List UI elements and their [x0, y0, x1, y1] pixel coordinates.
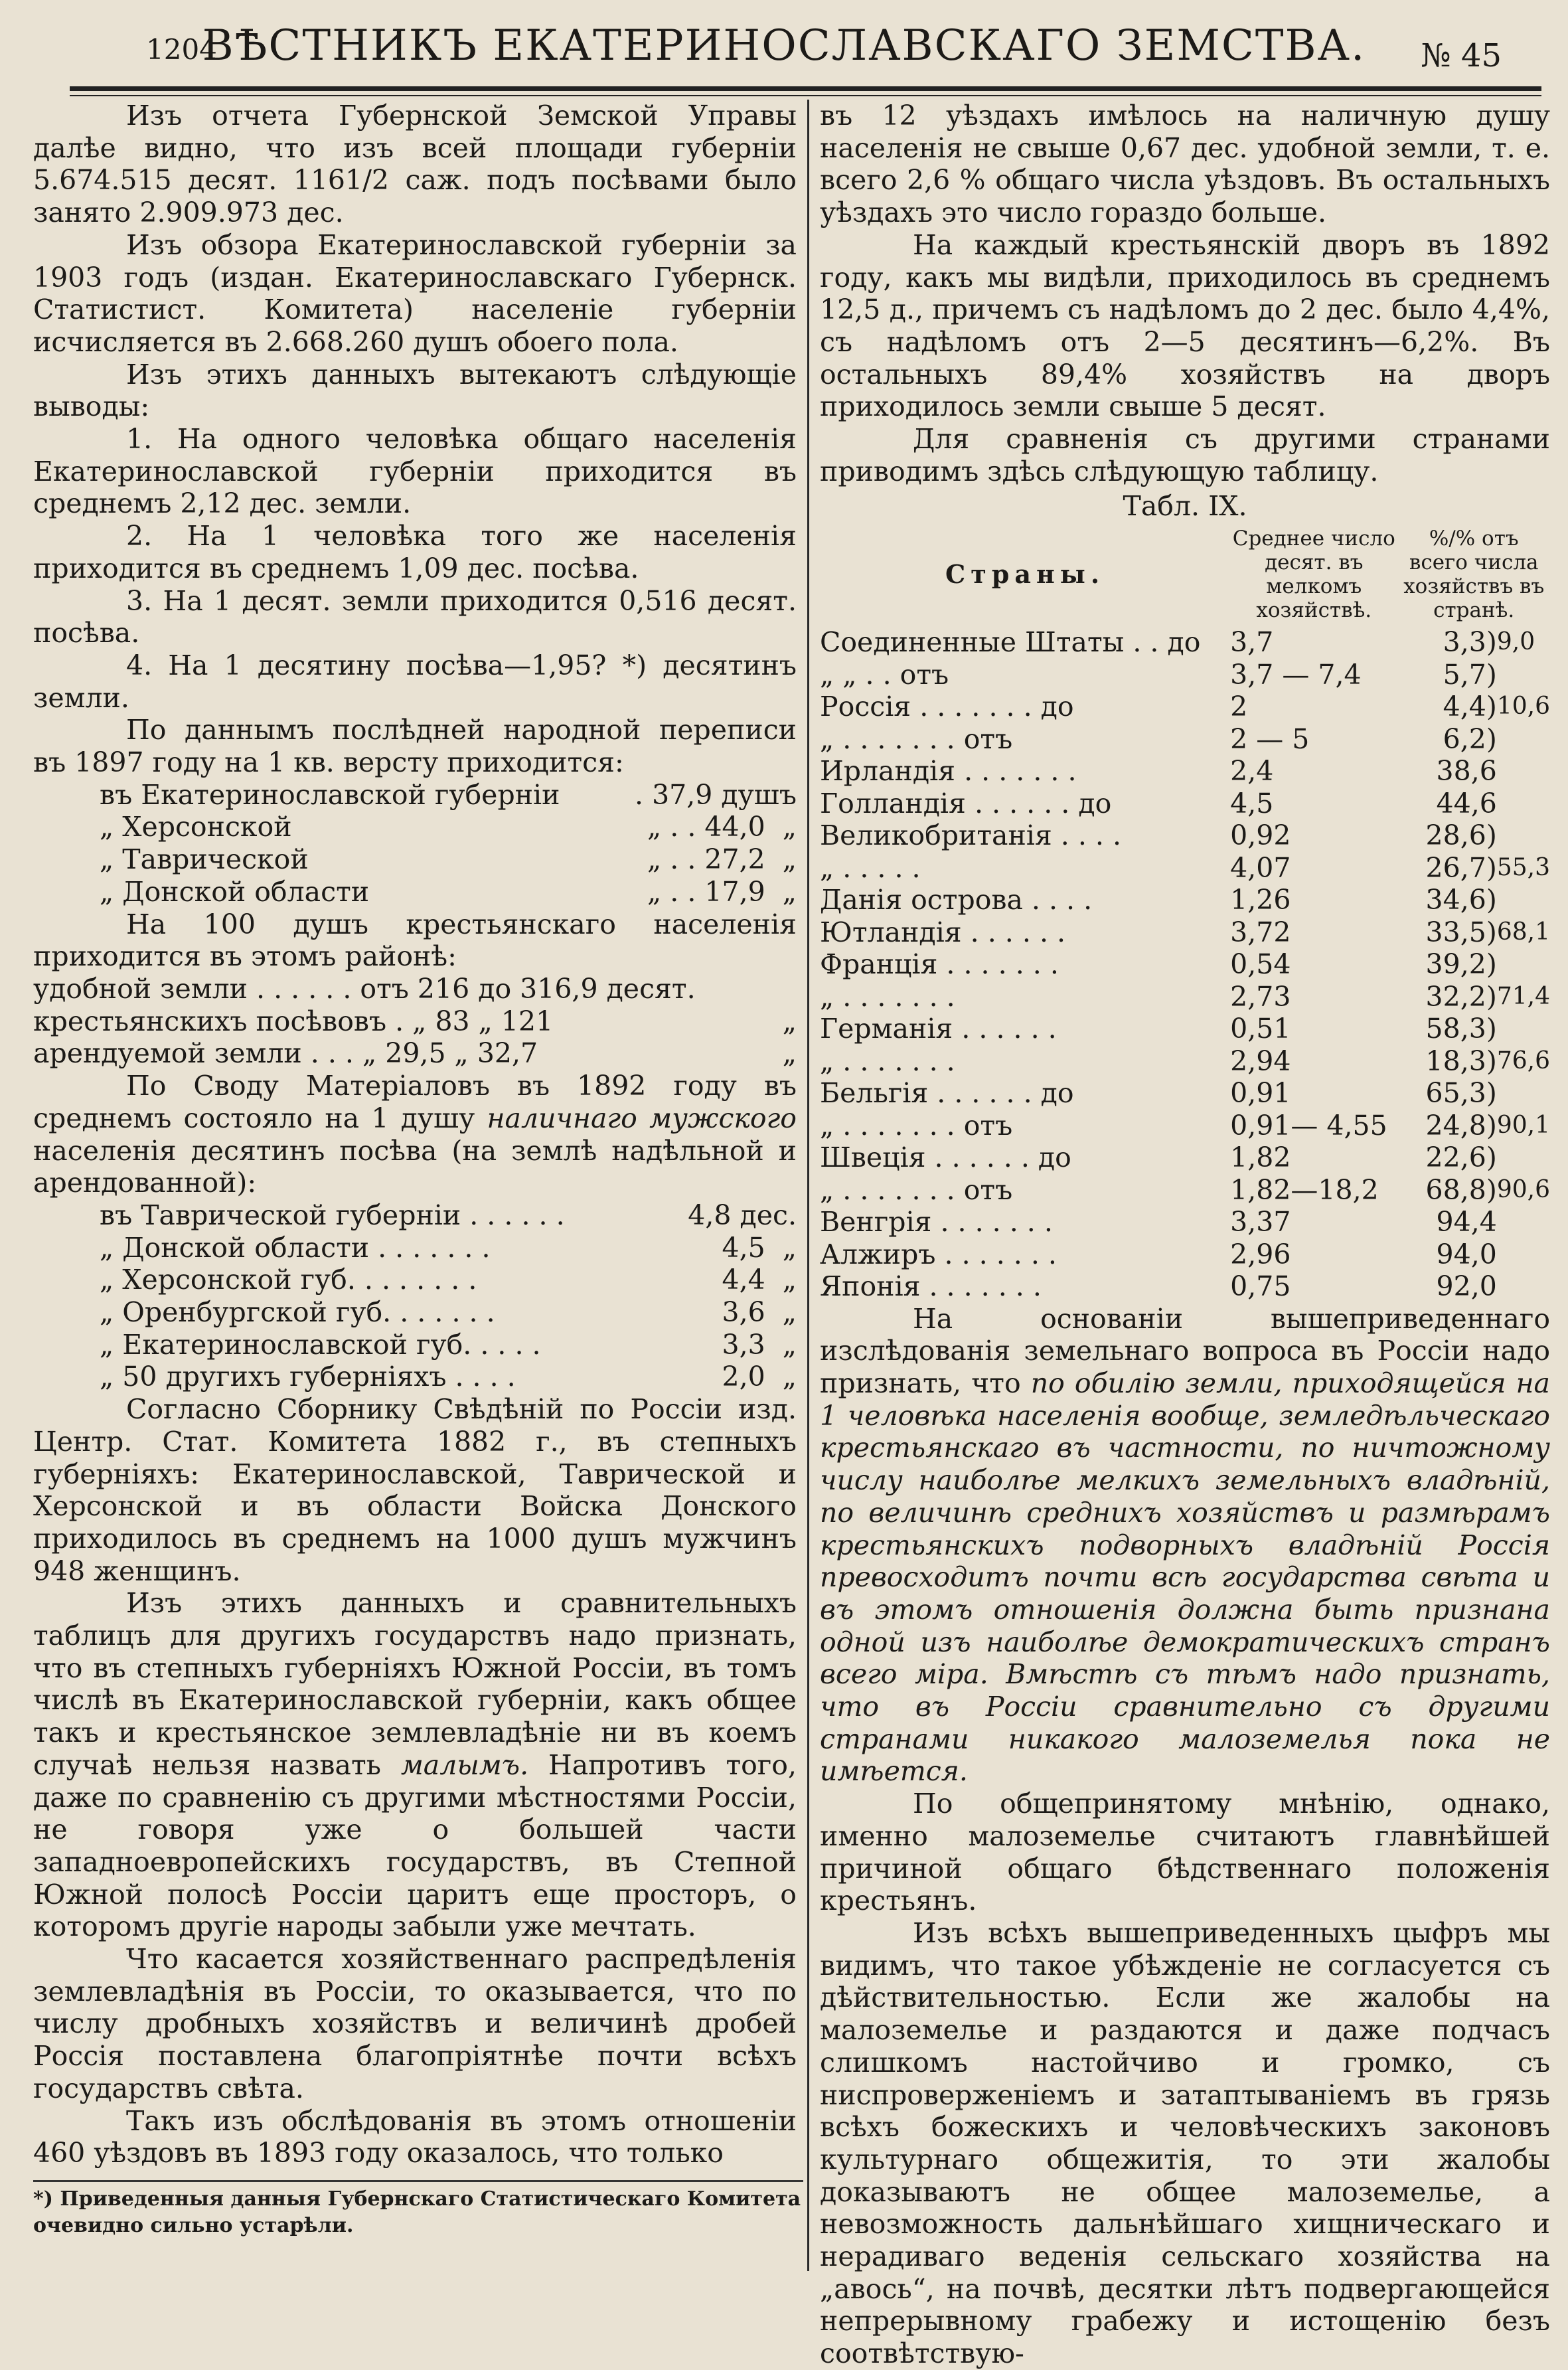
data-table	[820, 524, 1550, 1303]
table-cell-pct: 4,4)	[1443, 691, 1497, 723]
left-column	[33, 100, 801, 2239]
table-cell-name: Швеція . . . . . . до	[820, 1142, 1071, 1174]
table-cell-avg: 3,72	[1230, 916, 1291, 948]
paragraph: Изъ этихъ данныхъ и сравнительныхъ таблицъ для другихъ государствъ надо признать, что въ степныхъ губерніяхъ Южной Россіи, въ томъ числѣ въ Екатеринославской губерніи, какъ общее такъ и крестьянское землевладѣніе ни въ коемъ случаѣ нельзя назвать малымъ. Напротивъ того, даже по сравненію съ другими мѣстностями Россіи, не говоря уже о большей части западноевропейскихъ государствъ, въ Степной Южной полосѣ Россіи царитъ еще просторъ, о которомъ другіе народы забыли уже мечтать.	[33, 1587, 797, 1943]
table-row	[820, 1174, 1550, 1207]
paragraph: Такъ изъ обслѣдованія въ этомъ отношеніи 460 уѣздовъ въ 1893 году оказалось, что только	[33, 2104, 797, 2169]
table-cell-grp	[1497, 788, 1550, 820]
table-cell-name: „ „ . . отъ	[820, 658, 949, 691]
table-row	[820, 626, 1550, 659]
table-cell-grp	[1497, 948, 1550, 981]
table-cell-name: „ . . . . . . .	[820, 1045, 955, 1077]
table-cell-grp: 90,1	[1496, 1111, 1550, 1139]
table-cell-pct: 5,7)	[1443, 658, 1497, 691]
table-row	[820, 884, 1550, 916]
table-cell-pct: 6,2)	[1443, 722, 1497, 755]
table-cell-avg: 3,7	[1230, 626, 1274, 659]
table-row	[820, 659, 1550, 691]
table-cell-pct: 58,3)	[1425, 1013, 1497, 1045]
paragraph: Изъ этихъ данныхъ вытекаютъ слѣдующіе выводы:	[33, 358, 797, 423]
table-cell-name: Франція . . . . . . .	[820, 948, 1059, 981]
column-header: %/% отъ всего числа хозяйствъ въ странѣ.	[1403, 527, 1545, 623]
table-cell-pct: 26,7)	[1425, 851, 1497, 884]
table-row	[820, 1238, 1550, 1271]
column-header: Среднее число десят. въ мелкомъ хозяйствѣ.	[1232, 527, 1395, 623]
table-row	[820, 1045, 1550, 1078]
list-item: „ 50 другихъ губерніяхъ . . . . 2,0 „	[100, 1361, 797, 1393]
table-cell-grp: 71,4	[1496, 982, 1550, 1010]
table-cell-grp	[1497, 1206, 1550, 1238]
list-item: крестьянскихъ посѣвовъ . „ 83 „ 121 „	[33, 1005, 797, 1037]
masthead-title: ВѢСТНИКЪ ЕКАТЕРИНОСЛАВСКАГО ЗЕМСТВА.	[202, 21, 1366, 70]
table-cell-grp: 9,0	[1496, 628, 1535, 656]
table-row	[820, 981, 1550, 1013]
table-row	[820, 723, 1550, 756]
table-header-row	[820, 524, 1550, 626]
list-item: въ Таврической губерніи . . . . . . 4,8 дес.	[100, 1199, 797, 1231]
table-cell-pct: 32,2)	[1425, 980, 1497, 1013]
table-cell-name: Ирландія . . . . . . .	[820, 755, 1077, 788]
list-item: „ Херсонской „ . . 44,0 „	[100, 811, 797, 843]
table-cell-grp	[1497, 1013, 1550, 1045]
table-row	[820, 1142, 1550, 1174]
table-cell-name: „ . . . . . . . отъ	[820, 1173, 1013, 1206]
table-cell-avg: 1,26	[1230, 884, 1291, 916]
table-cell-pct: 94,0	[1436, 1238, 1497, 1270]
table-cell-grp	[1497, 659, 1550, 691]
list-item: „ Донской области „ . . 17,9 „	[100, 875, 797, 908]
table-cell-name: Германія . . . . . .	[820, 1013, 1057, 1045]
table-cell-avg: 0,54	[1230, 948, 1291, 981]
table-row	[820, 852, 1550, 885]
table-cell-avg: 0,51	[1230, 1013, 1291, 1045]
paragraph: 2. На 1 человѣка того же населенія приходится въ среднемъ 1,09 дес. посѣва.	[33, 520, 797, 584]
table-cell-avg: 4,5	[1230, 787, 1274, 819]
table-cell-pct: 28,6)	[1425, 819, 1497, 852]
list-item: „ Херсонской губ. . . . . . . . 4,4 „	[100, 1264, 797, 1296]
table-cell-grp: 68,1	[1496, 918, 1550, 946]
table-cell-name: Соединенные Штаты . . до	[820, 626, 1201, 659]
list-item: „ Донской области . . . . . . . 4,5 „	[100, 1231, 797, 1264]
paragraph: Изъ всѣхъ вышеприведенныхъ цыфръ мы видимъ, что такое убѣжденіе не согласуется съ дѣйствительностью. Если же жалобы на малоземелье и раздаются и даже подчасъ слишкомъ настойчиво и громко, съ ниспроверженіемъ и затаптываніемъ въ грязь всѣхъ божескихъ и человѣческихъ законовъ культурнаго общежитія, то эти жалобы доказываютъ не общее малоземелье, а невозможность дальнѣйшаго хищническаго и нерадиваго веденія сельскаго хозяйства на „авось“, на почвѣ, десятки лѣтъ подвергающейся непрерывному грабежу и истощенію безъ соотвѣтствую-	[820, 1917, 1550, 2370]
header-rule-thick	[70, 86, 1541, 91]
table-cell-grp: 55,3	[1496, 853, 1550, 881]
table-cell-pct: 65,3)	[1425, 1077, 1497, 1110]
table-cell-name: „ . . . . . . . отъ	[820, 722, 1013, 755]
paragraph: По даннымъ послѣдней народной переписи въ 1897 году на 1 кв. версту приходится:	[33, 714, 797, 779]
table-cell-pct: 22,6)	[1425, 1142, 1497, 1174]
paragraph: На каждый крестьянскій дворъ въ 1892 году, какъ мы видѣли, приходилось въ среднемъ 12,5 д., причемъ съ надѣломъ до 2 дес. было 4,4%, съ надѣломъ отъ 2—5 десятинъ—6,2%. Въ остальныхъ 89,4% хозяйствъ на дворъ приходилось земли свыше 5 десят.	[820, 228, 1550, 423]
density-list	[33, 779, 797, 908]
page-header	[33, 12, 1535, 85]
table-cell-name: Голландія . . . . . . до	[820, 787, 1112, 819]
table-cell-name: Японія . . . . . . .	[820, 1270, 1042, 1303]
issue-number: № 45	[1421, 37, 1502, 74]
footnote: *) Приведенныя данныя Губернскаго Статистическаго Комитета очевидно сильно устарѣли.	[33, 2180, 803, 2239]
table-cell-grp	[1497, 884, 1550, 916]
table-cell-pct: 24,8)	[1425, 1109, 1497, 1142]
table-cell-name: „ . . . . . . .	[820, 980, 955, 1013]
table-cell-pct: 94,4	[1436, 1206, 1497, 1238]
table-cell-grp	[1497, 1077, 1550, 1110]
table-cell-pct: 92,0	[1436, 1270, 1497, 1303]
table-cell-name: Бельгія . . . . . . до	[820, 1077, 1074, 1110]
list-item: въ Екатеринославской губерніи . 37,9 душъ	[100, 778, 797, 811]
table-cell-grp	[1497, 1270, 1550, 1303]
list-item: „ Таврической „ . . 27,2 „	[100, 843, 797, 876]
table-cell-grp	[1497, 723, 1550, 756]
table-cell-grp	[1497, 819, 1550, 852]
paragraph: 3. На 1 десят. земли приходится 0,516 десят. посѣва.	[33, 584, 797, 649]
table-cell-name: „ . . . . . . . отъ	[820, 1109, 1013, 1142]
list-item: „ Оренбургской губ. . . . . . . 3,6 „	[100, 1296, 797, 1329]
paragraph: Для сравненія съ другими странами приводимъ здѣсь слѣдующую таблицу.	[820, 423, 1550, 487]
table-cell-avg: 0,75	[1230, 1270, 1291, 1303]
paragraph: 4. На 1 десятину посѣва—1,95? *) десятинъ земли.	[33, 649, 797, 714]
list-item: удобной земли . . . . . . отъ 216 до 316,9 десят.	[33, 972, 696, 1005]
table-row	[820, 1110, 1550, 1142]
table-row	[820, 1077, 1550, 1110]
paragraph: На основаніи вышеприведеннаго изслѣдованія земельнаго вопроса въ Россіи надо признать, что по обилію земли, приходящейся на 1 человѣка населенія вообще, земледѣльческаго крестьянскаго въ частности, по ничтожному числу наиболѣе мелкихъ земельныхъ владѣній, по величинѣ среднихъ хозяйствъ и размѣрамъ крестьянскихъ подворныхъ владѣній Россія превосходитъ почти всѣ государства свѣта и въ этомъ отношенія должна быть признана одной изъ наиболѣе демократическихъ странъ всего міра. Вмѣстѣ съ тѣмъ надо признать, что въ Россіи сравнительно съ другими странами никакого малоземелья пока не имѣется.	[820, 1302, 1551, 1788]
table-cell-name: Великобританія . . . .	[820, 819, 1122, 852]
paragraph: Изъ отчета Губернской Земской Управы далѣе видно, что изъ всей площади губерніи 5.674.515 десят. 1161/2 саж. подъ посѣвами было занято 2.909.973 дес.	[33, 100, 797, 229]
table-cell-avg: 1,82	[1230, 1142, 1291, 1174]
table-row	[820, 755, 1550, 788]
table-cell-name: Венгрія . . . . . . .	[820, 1206, 1053, 1238]
list-item: „ Екатеринославской губ. . . . . 3,3 „	[100, 1328, 797, 1361]
table-cell-avg: 4,07	[1230, 851, 1291, 884]
table-row	[820, 916, 1550, 949]
table-cell-avg: 3,7 — 7,4	[1230, 658, 1362, 691]
table-cell-grp: 76,6	[1496, 1047, 1550, 1074]
table-cell-avg: 2,96	[1230, 1238, 1291, 1270]
paragraph: На 100 душъ крестьянскаго населенія приходится въ этомъ районѣ:	[33, 908, 797, 973]
table-cell-avg: 0,91	[1230, 1077, 1291, 1110]
table-cell-grp: 10,6	[1496, 693, 1550, 720]
table-cell-avg: 0,91— 4,55	[1230, 1109, 1387, 1142]
table-cell-pct: 39,2)	[1425, 948, 1497, 981]
table-cell-avg: 1,82—18,2	[1230, 1173, 1379, 1206]
table-cell-name: „ . . . . .	[820, 851, 921, 884]
table-row	[820, 948, 1550, 981]
table-cell-avg: 2	[1230, 691, 1248, 723]
table-cell-pct: 38,6	[1436, 755, 1497, 788]
table-row	[820, 819, 1550, 852]
paragraph: Согласно Сборнику Свѣдѣній по Россіи изд. Центр. Стат. Комитета 1882 г., въ степныхъ губерніяхъ: Екатеринославской, Таврической и Херсонской и въ области Войска Донского приходилось въ среднемъ на 1000 душъ мужчинъ 948 женщинъ.	[33, 1393, 797, 1587]
sown-list	[33, 1199, 797, 1393]
table-cell-avg: 2,73	[1230, 980, 1291, 1013]
paragraph: Что касается хозяйственнаго распредѣленія землевладѣнія въ Россіи, то оказывается, что по числу дробныхъ хозяйствъ и величинѣ дробей Россія поставлена благопріятнѣе почти всѣхъ государствъ свѣта.	[33, 1943, 797, 2104]
table-cell-avg: 2,4	[1230, 755, 1274, 788]
table-cell-avg: 2,94	[1230, 1045, 1291, 1077]
table-row	[820, 1270, 1550, 1303]
table-cell-pct: 44,6	[1436, 787, 1497, 819]
column-header: Страны.	[945, 559, 1105, 590]
paragraph: Изъ обзора Екатеринославской губерніи за 1903 годъ (издан. Екатеринославскаго Губернск. Статистист. Комитета) населеніе губерніи исчисляется въ 2.668.260 душъ обоего пола.	[33, 228, 797, 358]
header-rule-thin	[70, 95, 1541, 96]
paragraph: 1. На одного человѣка общаго населенія Екатеринославской губерніи приходится въ среднемъ 2,12 дес. земли.	[33, 423, 797, 520]
paragraph: По общепринятому мнѣнію, однако, именно малоземелье считаютъ главнѣйшей причиной общаго бѣдственнаго положенія крестьянъ.	[820, 1788, 1550, 1917]
table-cell-pct: 34,6)	[1425, 884, 1497, 916]
list-item: арендуемой земли . . . „ 29,5 „ 32,7 „	[33, 1037, 797, 1070]
right-column	[820, 100, 1550, 2370]
table-cell-grp	[1497, 755, 1550, 788]
table-cell-pct: 33,5)	[1425, 916, 1497, 948]
table-cell-avg: 2 — 5	[1230, 722, 1310, 755]
table-row	[820, 691, 1550, 723]
table-row	[820, 1206, 1550, 1238]
table-cell-name: Россія . . . . . . . до	[820, 691, 1074, 723]
table-cell-grp	[1497, 1142, 1550, 1174]
table-cell-grp: 90,6	[1496, 1175, 1550, 1203]
table-cell-pct: 18,3)	[1425, 1045, 1497, 1077]
paragraph: въ 12 уѣздахъ имѣлось на наличную душу населенія не свыше 0,67 дес. удобной земли, т. е. всего 2,6 % общаго числа уѣздовъ. Въ остальныхъ уѣздахъ это число гораздо больше.	[820, 100, 1550, 229]
table-cell-pct: 68,8)	[1425, 1173, 1497, 1206]
table-row	[820, 1013, 1550, 1045]
region-list	[33, 973, 797, 1070]
column-divider	[807, 100, 809, 2271]
table-cell-name: Данія острова . . . .	[820, 884, 1093, 916]
table-row	[820, 788, 1550, 820]
table-cell-grp	[1497, 1238, 1550, 1271]
table-cell-pct: 3,3)	[1443, 626, 1497, 659]
table-cell-avg: 3,37	[1230, 1206, 1291, 1238]
table-cell-avg: 0,92	[1230, 819, 1291, 852]
page-number: 1204	[146, 33, 217, 66]
table-cell-name: Ютландія . . . . . .	[820, 916, 1066, 948]
table-cell-name: Алжиръ . . . . . . .	[820, 1238, 1057, 1270]
paragraph: По Своду Матеріаловъ въ 1892 году въ среднемъ состояло на 1 душу наличнаго мужского населенія десятинъ посѣва (на землѣ надѣльной и арендованной):	[33, 1070, 797, 1199]
table-title: Табл. IX.	[1123, 490, 1247, 523]
